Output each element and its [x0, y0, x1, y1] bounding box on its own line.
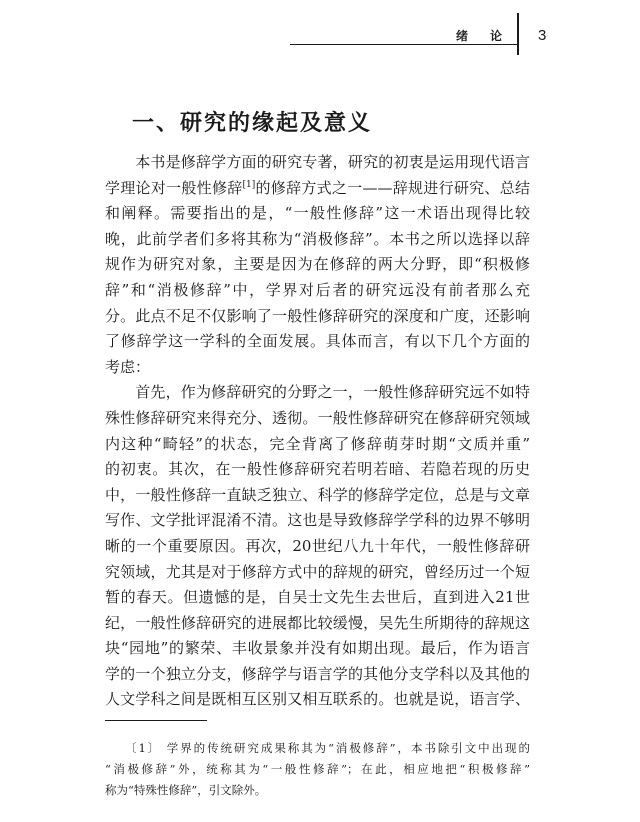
page-number: 3 [538, 27, 547, 44]
paragraph-1-line-5: 规作为研究对象，主要是因为在修辞的两大分野，即“积极修 [105, 255, 530, 274]
section-title: 一、研究的缘起及意义 [132, 111, 373, 136]
paragraph-1-line-3: 和阐释。需要指出的是，“一般性修辞”这一术语出现得比较 [105, 204, 530, 223]
body-text [105, 150, 530, 713]
footnote-rule [105, 720, 207, 721]
footnote-line-1: 〔1〕 学界的传统研究成果称其为“消极修辞”，本书除引文中出现的 [125, 741, 530, 755]
paragraph-2-line-8: 究领域，尤其是对于修辞方式中的辞规的研究，曾经历过一个短 [105, 562, 530, 581]
paragraph-2-line-12: 学的一个独立分支，修辞学与语言学的其他分支学科以及其他的 [105, 664, 530, 683]
paragraph-1-line-6: 辞”和“消极修辞”中，学界对后者的研究远没有前者那么充 [105, 280, 530, 299]
paragraph-2-line-4: 的初衷。其次，在一般性修辞研究若明若暗、若隐若现的历史 [105, 460, 530, 479]
paragraph-2-line-2: 殊性修辞研究来得充分、透彻。一般性修辞研究在修辞研究领域 [105, 408, 530, 427]
paragraph-2-line-7: 晰的一个重要原因。再次，20世纪八九十年代，一般性修辞研 [105, 536, 530, 555]
footnote-line-3: 称为“特殊性修辞”，引文除外。 [105, 783, 267, 797]
footnote-reference[interactable]: [1] [242, 179, 256, 190]
footnote-marker: 〔1〕 [125, 741, 162, 755]
paragraph-2-line-3: 内这种“畸轻”的状态，完全背离了修辞萌芽时期“文质并重” [105, 434, 530, 453]
paragraph-1-line-4: 晚，此前学者们多将其称为“消极修辞”。本书之所以选择以辞 [105, 229, 530, 248]
paragraph-1-line-2: 学理论对一般性修辞[1]的修辞方式之一——辞规进行研究、总结 [105, 178, 530, 197]
paragraph-2-line-1: 首先，作为修辞研究的分野之一，一般性修辞研究远不如特 [135, 383, 530, 402]
paragraph-1-line-8: 了修辞学这一学科的全面发展。具体而言，有以下几个方面的 [105, 332, 530, 351]
paragraph-2-line-11: 块“园地”的繁荣、丰收景象并没有如期出现。最后，作为语言 [105, 639, 530, 658]
paragraph-1-line-7: 分。此点不足不仅影响了一般性修辞研究的深度和广度，还影响 [105, 306, 530, 325]
paragraph-2-line-6: 写作、文学批评混淆不清。这也是导致修辞学学科的边界不够明 [105, 511, 530, 530]
paragraph-2-line-10: 纪，一般性修辞研究的进展都比较缓慢，吴先生所期待的辞规这 [105, 613, 530, 632]
header-rule [290, 44, 518, 45]
paragraph-1-line-9: 考虑： [105, 357, 151, 376]
footnote-line-2: “消极修辞”外，统称其为“一般性修辞”；在此，相应地把“积极修辞” [105, 762, 530, 776]
paragraph-1-line-1: 本书是修辞学方面的研究专著，研究的初衷是运用现代语言 [135, 153, 530, 171]
footnote [105, 738, 530, 801]
paragraph-2-line-13: 人文学科之间是既相互区别又相互联系的。也就是说，语言学、 [105, 690, 530, 709]
paragraph-2-line-5: 中，一般性修辞一直缺乏独立、科学的修辞学定位，总是与文章 [105, 485, 530, 504]
running-head: 绪论 [456, 29, 525, 43]
paragraph-2-line-9: 暂的春天。但遗憾的是，自吴士文先生去世后，直到进入21世 [105, 588, 530, 607]
